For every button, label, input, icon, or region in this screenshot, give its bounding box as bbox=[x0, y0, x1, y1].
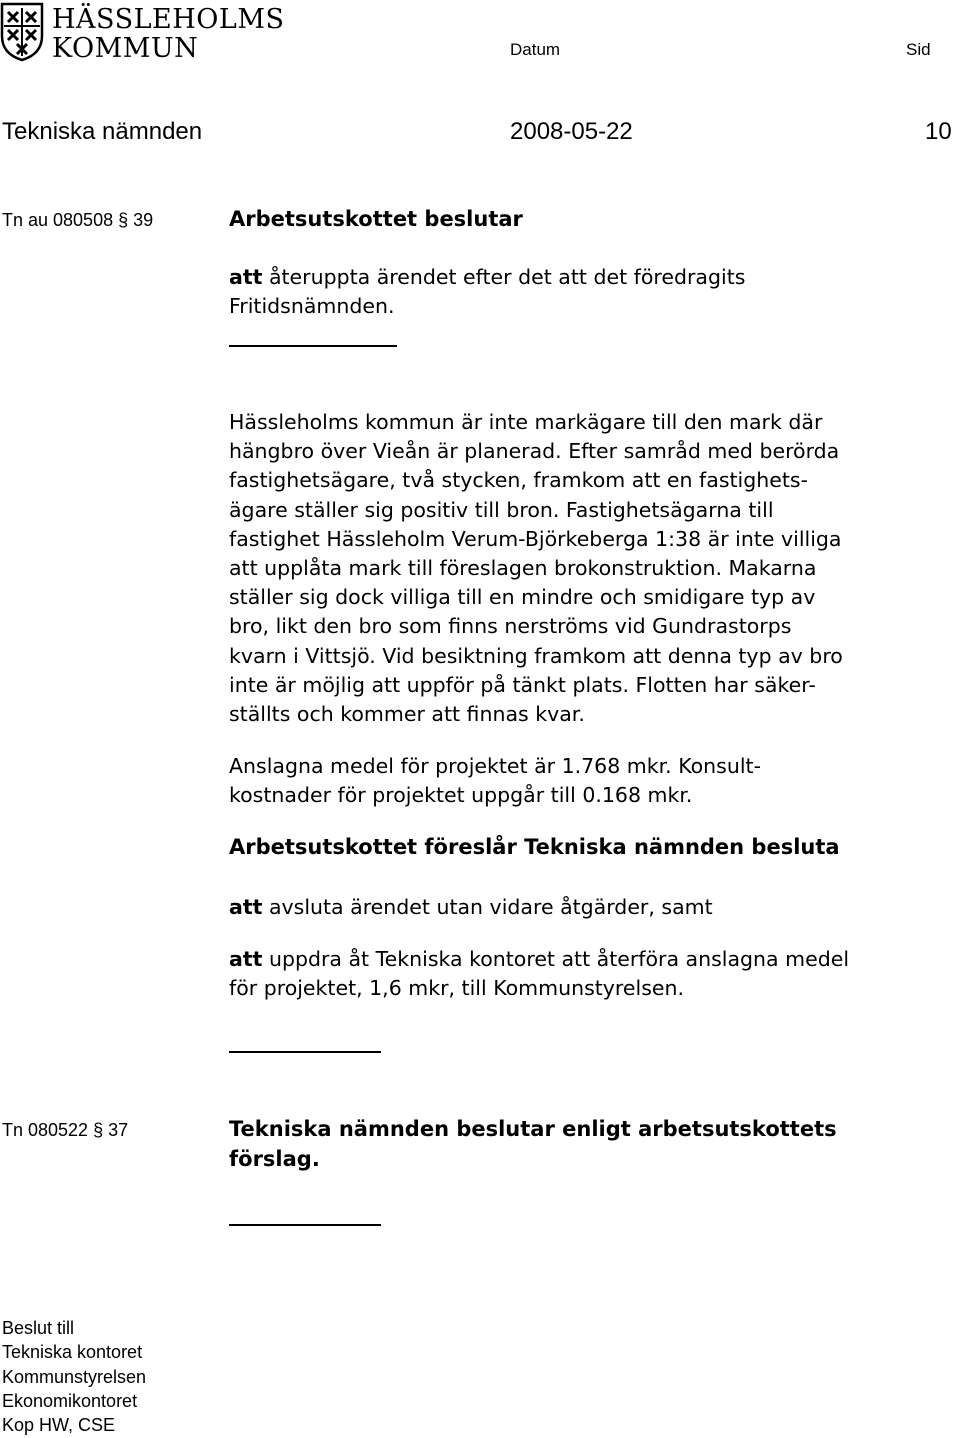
body-paragraph bbox=[229, 408, 960, 729]
section2-heading bbox=[229, 1114, 960, 1174]
funding-paragraph bbox=[229, 752, 960, 810]
distribution-item: Beslut till bbox=[2, 1318, 75, 1338]
paragraph-line: ägare ställer sig positiv till bron. Fastighetsägarna till bbox=[229, 497, 774, 522]
separator-line bbox=[229, 345, 397, 347]
paragraph-line: Hässleholms kommun är inte markägare till den mark där bbox=[229, 410, 823, 434]
proposal-text: avsluta ärendet utan vidare åtgärder, samt bbox=[262, 895, 713, 919]
paragraph-line: fastighet Hässleholm Verum-Björkeberga 1:38 är inte villiga bbox=[229, 526, 842, 551]
proposal-text: uppdra åt Tekniska kontoret att återföra anslagna medel bbox=[262, 947, 850, 971]
distribution-list bbox=[2, 1316, 146, 1437]
paragraph-line: ställts och kommer att finnas kvar. bbox=[229, 702, 585, 727]
att-keyword: att bbox=[229, 265, 263, 289]
proposal-item-1 bbox=[229, 893, 960, 922]
distribution-item: Kommunstyrelsen bbox=[2, 1366, 147, 1387]
paragraph-line: kostnader för projektet uppgår till 0.168 mkr. bbox=[229, 783, 693, 808]
att-keyword: att bbox=[229, 895, 263, 919]
decision-line bbox=[229, 263, 960, 292]
logo-text-line1: HÄSSLEHOLMS bbox=[52, 4, 285, 35]
heading-line: förslag. bbox=[229, 1147, 320, 1171]
distribution-item: Ekonomikontoret bbox=[2, 1390, 138, 1411]
decision-line bbox=[229, 292, 960, 321]
section1-heading: Arbetsutskottet beslutar bbox=[229, 207, 523, 231]
paragraph-line: Anslagna medel för projektet är 1.768 mkr. Konsult- bbox=[229, 754, 761, 778]
meeting-date: 2008-05-22 bbox=[510, 118, 633, 145]
municipality-logo bbox=[0, 2, 285, 64]
distribution-item: Kop HW, CSE bbox=[2, 1415, 116, 1436]
separator-line bbox=[229, 1051, 381, 1053]
paragraph-line: inte är möjlig att uppför på tänkt plats. Flotten har säker- bbox=[229, 672, 816, 697]
att-keyword: att bbox=[229, 947, 263, 971]
page-number: 10 bbox=[925, 118, 952, 145]
section1-decision bbox=[229, 263, 960, 321]
decision-text: Fritidsnämnden. bbox=[229, 294, 395, 319]
paragraph-line: kvarn i Vittsjö. Vid besiktning framkom att denna typ av bro bbox=[229, 643, 843, 668]
coat-of-arms-icon bbox=[0, 2, 44, 62]
logo-text-line2: KOMMUN bbox=[52, 33, 199, 64]
proposal-text: för projektet, 1,6 mkr, till Kommunstyrelsen. bbox=[229, 976, 685, 1001]
paragraph-line: hängbro över Vieån är planerad. Efter samråd med berörda bbox=[229, 439, 840, 464]
section2-reference: Tn 080522 § 37 bbox=[2, 1120, 129, 1140]
date-label: Datum bbox=[510, 40, 561, 59]
separator-line bbox=[229, 1224, 381, 1226]
paragraph-line: fastighetsägare, två stycken, framkom att en fastighets- bbox=[229, 468, 808, 493]
decision-text: återuppta ärendet efter det att det föredragits bbox=[262, 265, 746, 289]
paragraph-line: bro, likt den bro som finns nerströms vid Gundrastorps bbox=[229, 614, 792, 639]
paragraph-line: att upplåta mark till föreslagen brokonstruktion. Makarna bbox=[229, 556, 817, 581]
proposal-heading: Arbetsutskottet föreslår Tekniska nämnden besluta bbox=[229, 835, 840, 859]
paragraph-line: ställer sig dock villiga till en mindre och smidigare typ av bbox=[229, 585, 816, 610]
distribution-item: Tekniska kontoret bbox=[2, 1342, 143, 1363]
heading-line: Tekniska nämnden beslutar enligt arbetsutskottets bbox=[229, 1117, 837, 1141]
section1-reference: Tn au 080508 § 39 bbox=[2, 210, 154, 230]
committee-name: Tekniska nämnden bbox=[2, 118, 203, 145]
proposal-item-2 bbox=[229, 945, 960, 1003]
page-label: Sid bbox=[906, 40, 931, 59]
